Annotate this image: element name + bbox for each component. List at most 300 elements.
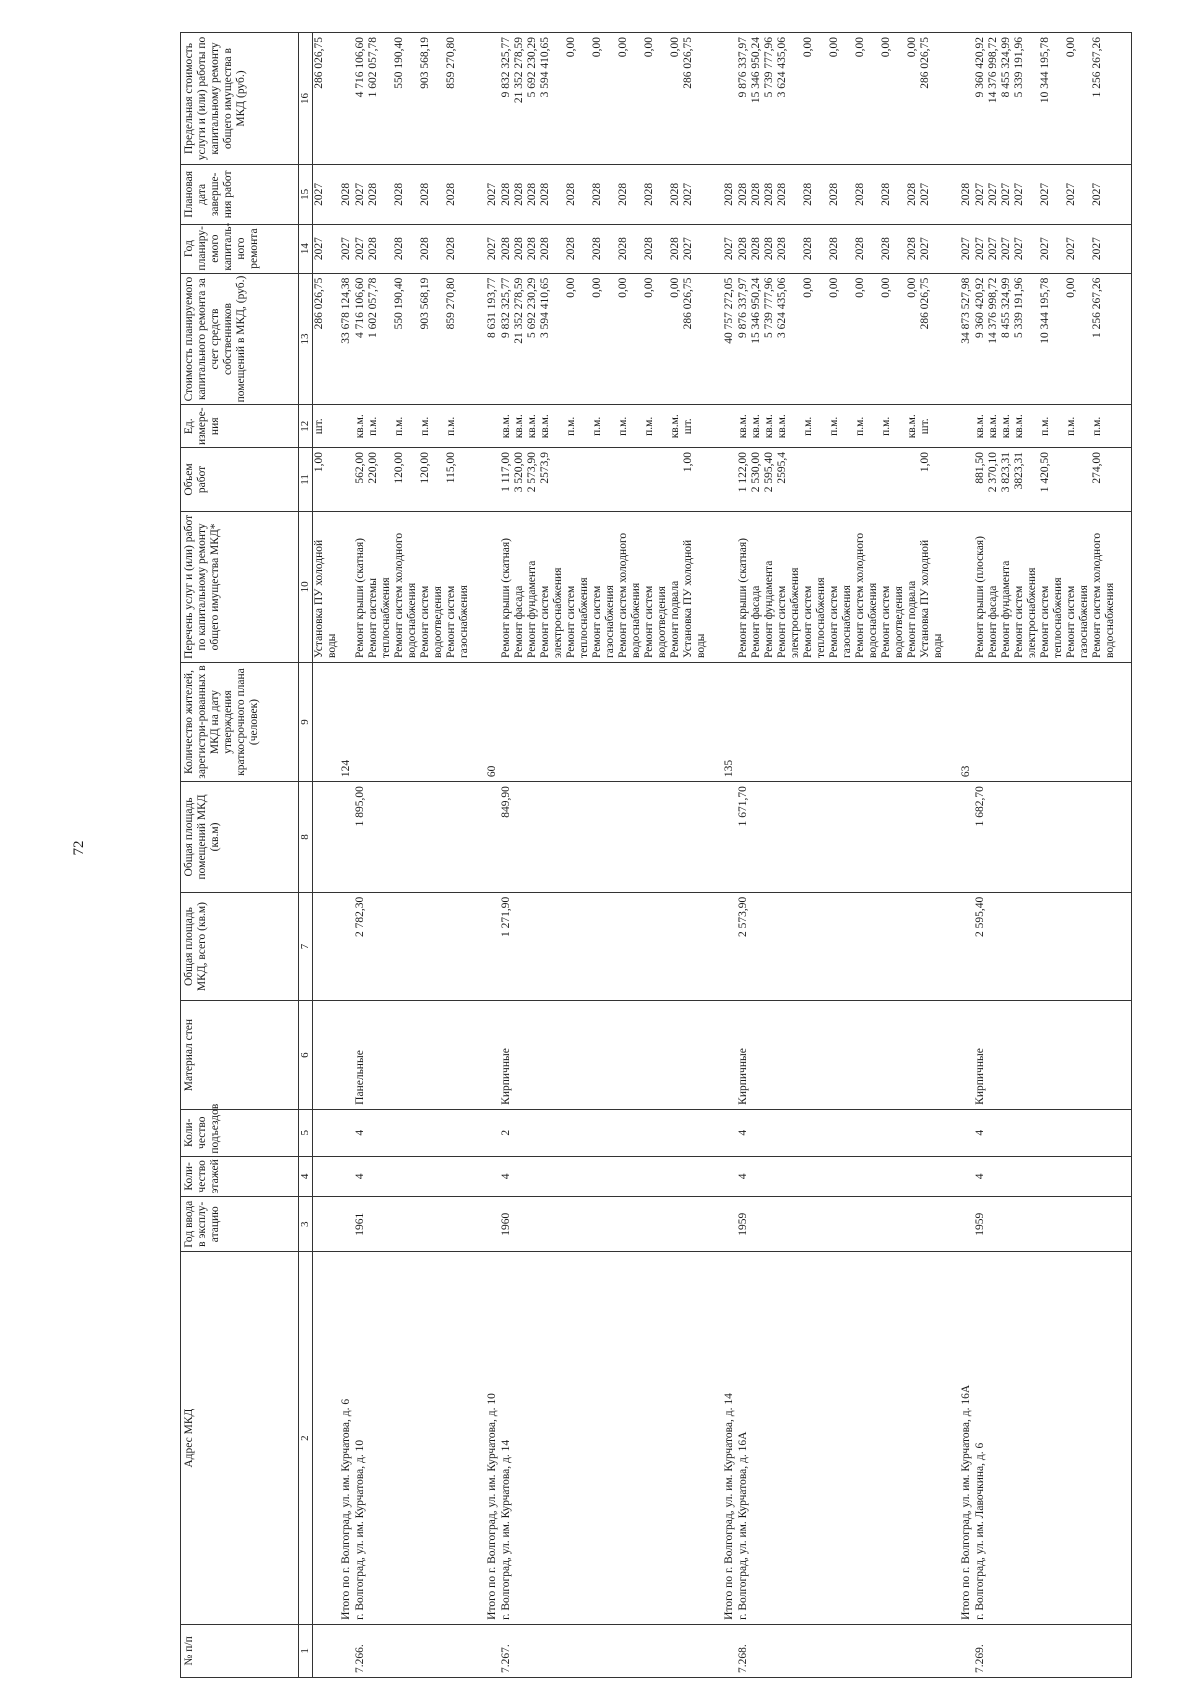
work-volume [906, 452, 919, 507]
work-unit: кв.м. [1000, 414, 1012, 439]
work-max-cost: 286 026,75 [919, 37, 931, 89]
empty-cell [353, 662, 485, 781]
work-volume: 120,00 [419, 452, 431, 484]
total-end-date: 2028 [959, 165, 973, 225]
work-max-cost: 9 360 420,92 [974, 37, 986, 98]
work-end-date: 2028 [737, 182, 749, 206]
work-plan-year: 2027 [974, 237, 986, 261]
building-row [353, 33, 485, 1678]
empty-cell [722, 511, 736, 662]
work-volume [643, 452, 669, 507]
work-end-date: 2028 [419, 182, 431, 206]
work-name-list [499, 511, 722, 662]
work-plan-year: 2027 [987, 237, 999, 261]
work-unit: п.м. [591, 416, 603, 436]
entrance-count: 4 [353, 1109, 485, 1156]
work-plan-year: 2028 [500, 237, 512, 261]
work-end-date: 2027 [974, 182, 986, 206]
empty-cell [959, 1001, 973, 1110]
work-unit: п.м. [802, 416, 814, 436]
work-volume-list [353, 448, 485, 512]
empty-cell [485, 405, 499, 448]
total-area: 1 271,90 [499, 892, 722, 1001]
work-unit: кв.м. [526, 414, 538, 439]
work-plan-year: 2027 [1013, 237, 1025, 261]
work-unit: кв.м. [669, 414, 681, 439]
building-row [499, 33, 722, 1678]
work-plan-year: 2028 [763, 237, 775, 261]
empty-cell [485, 782, 499, 893]
rotated-table-sheet [180, 32, 1200, 1678]
floor-count: 4 [973, 1156, 1132, 1196]
total-label: Итого по г. Волгоград, ул. им. Курчатова, д. 10 [485, 1252, 499, 1624]
work-name: Ремонт систем газоснабжения [591, 585, 616, 658]
commission-year: 1959 [973, 1197, 1132, 1252]
work-name: Ремонт систем электроснабжения [539, 567, 564, 658]
work-name: Ремонт крыши (плоская) [974, 536, 986, 658]
premises-area: 1 682,70 [973, 782, 1132, 893]
empty-cell [959, 1109, 973, 1156]
work-max-cost: 1 602 057,78 [367, 37, 379, 98]
wall-material: Панельные [353, 1001, 485, 1110]
work-name-list [973, 511, 1132, 662]
empty-cell [339, 511, 353, 662]
work-end-date: 2027 [1091, 182, 1103, 206]
work-plan-year: 2027 [1000, 237, 1012, 261]
column-number: 1 [299, 1624, 313, 1677]
empty-cell [722, 892, 736, 1001]
work-plan-year: 2028 [565, 237, 577, 261]
work-max-cost: 5 339 191,96 [1013, 37, 1025, 98]
work-cost: 9 876 337,97 [737, 277, 749, 338]
work-end-date: 2028 [828, 182, 840, 206]
work-max-cost: 0,00 [1065, 37, 1077, 58]
empty-cell [736, 662, 959, 781]
total-end-date: 2028 [339, 165, 353, 225]
work-max-cost: 0,00 [802, 37, 814, 58]
column-number: 12 [299, 405, 313, 448]
column-number: 5 [299, 1109, 313, 1156]
work-name: Ремонт крыши (скатная) [354, 538, 366, 658]
empty-cell [339, 1197, 353, 1252]
empty-cell [722, 1001, 736, 1110]
work-max-cost: 0,00 [854, 37, 866, 58]
work-plan-year: 2027 [1065, 237, 1077, 261]
work-max-cost: 286 026,75 [682, 37, 694, 89]
work-name: Ремонт подвала [906, 580, 918, 658]
work-cost: 3 594 410,65 [539, 277, 551, 338]
empty-cell [722, 1109, 736, 1156]
empty-cell [339, 33, 353, 165]
column-number: 14 [299, 224, 313, 273]
work-name: Ремонт фундамента [763, 560, 775, 658]
work-volume [1065, 452, 1091, 507]
work-unit: кв.м. [763, 414, 775, 439]
work-plan-year: 2027 [682, 237, 694, 261]
work-unit: п.м. [565, 416, 577, 436]
work-name: Ремонт систем холодного водоснабжения [1091, 532, 1116, 658]
work-max-cost: 8 455 324,99 [1000, 37, 1012, 98]
work-end-date: 2028 [393, 182, 405, 206]
work-unit: кв.м. [974, 414, 986, 439]
work-volume-list [973, 448, 1132, 512]
empty-cell [339, 892, 353, 1001]
work-plan-year: 2028 [393, 237, 405, 261]
work-end-date: 2027 [1013, 182, 1025, 206]
premises-area: 1 895,00 [353, 782, 485, 893]
work-max-cost: 286 026,75 [313, 33, 340, 165]
work-cost: 3 624 435,06 [776, 277, 788, 338]
work-unit: кв.м. [539, 414, 551, 439]
entrance-count: 4 [736, 1109, 959, 1156]
work-volume: 3 823,31 [1000, 452, 1012, 493]
work-cost: 21 352 278,59 [513, 277, 525, 344]
work-max-cost: 0,00 [880, 37, 892, 58]
work-volume: 3 520,00 [513, 452, 525, 493]
work-max-cost: 0,00 [565, 37, 577, 58]
work-cost: 0,00 [669, 277, 681, 298]
empty-cell [973, 662, 1132, 781]
work-end-date: 2028 [906, 182, 918, 206]
work-unit: кв.м. [987, 414, 999, 439]
column-number: 6 [299, 1001, 313, 1110]
work-plan-year: 2028 [526, 237, 538, 261]
empty-cell [722, 1624, 736, 1677]
empty-cell [339, 1156, 353, 1196]
header-cell: Год планиру-емого капиталь-ного ремонта [181, 224, 299, 273]
work-volume [802, 452, 828, 507]
work-max-cost: 1 256 267,26 [1091, 37, 1103, 98]
work-max-cost: 3 624 435,06 [776, 37, 788, 98]
work-name: Ремонт систем газоснабжения [1065, 585, 1090, 658]
work-end-date: 2028 [802, 182, 814, 206]
work-end-date: 2028 [500, 182, 512, 206]
work-cost: 9 360 420,92 [974, 277, 986, 338]
table-body [313, 33, 1132, 1678]
header-row [181, 33, 299, 1678]
total-plan-year: 2027 [339, 224, 353, 273]
work-name: Установка ПУ холодной воды [682, 539, 707, 658]
work-end-date: 2027 [1039, 182, 1051, 206]
total-label: Итого по г. Волгоград, ул. им. Курчатова, д. 14 [722, 1252, 736, 1624]
total-plan-year: 2027 [485, 224, 499, 273]
empty-cell [339, 1001, 353, 1110]
work-end-date: 2027 [919, 182, 931, 206]
floor-count: 4 [353, 1156, 485, 1196]
work-end-date: 2028 [750, 182, 762, 206]
work-cost: 859 270,80 [445, 277, 457, 330]
work-cost-list [499, 273, 722, 405]
work-end-date: 2028 [763, 182, 775, 206]
work-name: Ремонт систем электроснабжения [1013, 567, 1038, 658]
work-plan-year: 2028 [750, 237, 762, 261]
work-volume: 1,00 [313, 448, 340, 512]
work-cost: 5 739 777,96 [763, 277, 775, 338]
work-plan-year: 2028 [513, 237, 525, 261]
work-plan-year: 2028 [591, 237, 603, 261]
empty-cell [722, 1197, 736, 1252]
column-number: 3 [299, 1197, 313, 1252]
total-row [722, 33, 736, 1678]
header-cell: Общая площадь МКД, всего (кв.м) [181, 892, 299, 1001]
work-name: Ремонт систем теплоснабжения [565, 577, 590, 658]
empty-cell [339, 782, 353, 893]
work-name: Ремонт крыши (скатная) [500, 538, 512, 658]
work-name: Ремонт систем теплоснабжения [802, 577, 827, 658]
work-unit: п.м. [445, 416, 457, 436]
header-cell: Плановая дата заверше-ния работ [181, 165, 299, 225]
table-row [313, 33, 340, 1678]
work-end-date-list [353, 165, 485, 225]
total-residents: 60 [485, 662, 499, 781]
work-plan-year: 2028 [802, 237, 814, 261]
work-name: Установка ПУ холодной воды [313, 511, 340, 662]
work-cost-list [973, 273, 1132, 405]
building-row [736, 33, 959, 1678]
work-end-date: 2028 [565, 182, 577, 206]
work-unit: п.м. [828, 416, 840, 436]
header-cell: Год ввода в эксплу-атацию [181, 1197, 299, 1252]
work-cost: 0,00 [591, 277, 603, 298]
work-end-date: 2028 [445, 182, 457, 206]
header-cell: Ед. измере-ния [181, 405, 299, 448]
work-plan-year: 2028 [737, 237, 749, 261]
work-max-cost: 0,00 [643, 37, 655, 58]
work-volume: 2 370,10 [987, 452, 999, 493]
work-cost: 286 026,75 [313, 273, 340, 405]
header-cell: Количество жителей, зарегистри-рованных в МКД на дату утверждения краткосрочного плана (человек) [181, 662, 299, 781]
header-cell: Адрес МКД [181, 1252, 299, 1624]
work-volume: 2 530,00 [750, 452, 762, 493]
total-label: Итого по г. Волгоград, ул. им. Курчатова, д. 6 [339, 1252, 353, 1624]
work-name: Ремонт систем водоотведения [643, 585, 668, 658]
work-max-cost: 0,00 [591, 37, 603, 58]
work-unit: шт. [313, 405, 340, 448]
work-volume [617, 452, 643, 507]
work-volume: 2595,4 [776, 452, 788, 484]
work-unit: п.м. [617, 416, 629, 436]
work-name: Ремонт систем холодного водоснабжения [854, 532, 879, 658]
work-cost: 0,00 [1065, 277, 1077, 298]
work-cost: 286 026,75 [682, 277, 694, 330]
work-plan-year: 2028 [367, 237, 379, 261]
empty-cell [959, 782, 973, 893]
work-plan-year: 2028 [776, 237, 788, 261]
column-number: 16 [299, 33, 313, 165]
building-address: г. Волгоград, ул. им. Курчатова, д. 14 [499, 1252, 722, 1624]
work-cost: 0,00 [565, 277, 577, 298]
header-cell: Коли-чество этажей [181, 1156, 299, 1196]
work-plan-year-list [353, 224, 485, 273]
header-cell: Материал стен [181, 1001, 299, 1110]
work-name: Ремонт подвала [669, 580, 681, 658]
work-name: Ремонт системы теплоснабжения [367, 577, 392, 658]
total-end-date: 2027 [485, 165, 499, 225]
work-name: Ремонт систем газоснабжения [445, 585, 470, 658]
work-volume: 120,00 [393, 452, 405, 484]
work-plan-year: 2027 [1039, 237, 1051, 261]
empty-cell [485, 1197, 499, 1252]
work-cost-list [736, 273, 959, 405]
floor-count: 4 [736, 1156, 959, 1196]
work-end-date: 2027 [1065, 182, 1077, 206]
work-cost-list [353, 273, 485, 405]
work-end-date-list [736, 165, 959, 225]
work-name: Ремонт фасада [750, 585, 762, 658]
work-name: Установка ПУ холодной воды [919, 539, 944, 658]
work-max-cost: 9 832 325,77 [500, 37, 512, 98]
work-name: Ремонт крыши (скатная) [737, 538, 749, 658]
work-name-list [353, 511, 485, 662]
work-end-date: 2028 [513, 182, 525, 206]
work-end-date-list [499, 165, 722, 225]
work-end-date-list [973, 165, 1132, 225]
work-max-cost: 0,00 [669, 37, 681, 58]
capital-repair-plan-table [180, 32, 1132, 1678]
work-volume [565, 452, 591, 507]
work-unit: п.м. [393, 416, 405, 436]
work-max-cost: 14 376 998,72 [987, 37, 999, 104]
work-max-cost: 903 568,19 [419, 37, 431, 89]
column-number-row [299, 33, 313, 1678]
work-cost: 0,00 [906, 277, 918, 298]
work-unit: п.м. [643, 416, 655, 436]
work-cost: 550 190,40 [393, 277, 405, 330]
empty-cell [959, 1197, 973, 1252]
work-unit-list [353, 405, 485, 448]
work-cost: 0,00 [617, 277, 629, 298]
work-cost: 286 026,75 [919, 277, 931, 330]
work-end-date: 2028 [643, 182, 655, 206]
empty-cell [722, 448, 736, 512]
empty-cell [339, 1624, 353, 1677]
work-cost: 0,00 [643, 277, 655, 298]
work-volume [828, 452, 854, 507]
work-cost: 14 376 998,72 [987, 277, 999, 344]
empty-cell [722, 33, 736, 165]
floor-count: 4 [499, 1156, 722, 1196]
total-residents: 124 [339, 662, 353, 781]
premises-area: 849,90 [499, 782, 722, 893]
work-end-date: 2027 [313, 165, 340, 225]
work-max-cost: 550 190,40 [393, 37, 405, 89]
work-max-cost: 21 352 278,59 [513, 37, 525, 104]
header-cell: Коли-чество подъездов [181, 1109, 299, 1156]
work-max-cost: 10 344 195,78 [1039, 37, 1051, 104]
work-volume [880, 452, 906, 507]
work-plan-year: 2028 [643, 237, 655, 261]
work-unit: кв.м. [737, 414, 749, 439]
row-number: 7.266. [353, 1624, 485, 1677]
work-unit: кв.м. [906, 414, 918, 439]
empty-cell [959, 1624, 973, 1677]
header-cell: Перечень услуг и (или) работ по капитальному ремонту общего имущества МКД* [181, 511, 299, 662]
work-plan-year-list [736, 224, 959, 273]
work-unit: п.м. [419, 416, 431, 436]
work-cost: 8 455 324,99 [1000, 277, 1012, 338]
entrance-count: 4 [973, 1109, 1132, 1156]
work-name: Ремонт фундамента [1000, 560, 1012, 658]
total-end-date: 2028 [722, 165, 736, 225]
work-name: Ремонт фасада [513, 585, 525, 658]
work-unit: кв.м. [354, 414, 366, 439]
work-volume [854, 452, 880, 507]
work-end-date: 2028 [776, 182, 788, 206]
work-volume-list [736, 448, 959, 512]
column-number: 9 [299, 662, 313, 781]
wall-material: Кирпичные [499, 1001, 722, 1110]
work-volume: 2 573,90 [526, 452, 538, 493]
header-cell: Общая площадь помещений МКД (кв.м) [181, 782, 299, 893]
page-number: 72 [71, 840, 87, 856]
work-plan-year: 2028 [419, 237, 431, 261]
total-label: Итого по г. Волгоград, ул. им. Курчатова, д. 16А [959, 1252, 973, 1624]
work-cost: 1 256 267,26 [1091, 277, 1103, 338]
total-plan-year: 2027 [722, 224, 736, 273]
empty-cell [499, 662, 722, 781]
work-name: Ремонт систем водоотведения [419, 585, 444, 658]
work-unit: п.м. [1065, 416, 1077, 436]
work-cost: 10 344 195,78 [1039, 277, 1051, 344]
work-plan-year-list [499, 224, 722, 273]
work-unit: п.м. [854, 416, 866, 436]
work-end-date: 2027 [1000, 182, 1012, 206]
work-volume: 2573,9 [539, 452, 551, 484]
work-volume: 1,00 [682, 452, 694, 473]
total-area: 2 573,90 [736, 892, 959, 1001]
work-cost: 9 832 325,77 [500, 277, 512, 338]
work-name: Ремонт систем электроснабжения [776, 567, 801, 658]
empty-cell [485, 1156, 499, 1196]
work-cost: 0,00 [880, 277, 892, 298]
empty-cell [959, 511, 973, 662]
work-volume: 3823,31 [1013, 452, 1025, 490]
empty-cell [722, 782, 736, 893]
work-max-cost-list [353, 33, 485, 165]
work-cost: 0,00 [828, 277, 840, 298]
header-cell: Объем работ [181, 448, 299, 512]
empty-cell [485, 33, 499, 165]
total-cost: 8 631 193,77 [485, 273, 499, 405]
work-end-date: 2027 [354, 182, 366, 206]
empty-cell [959, 405, 973, 448]
work-name: Ремонт фасада [987, 585, 999, 658]
empty-cell [485, 511, 499, 662]
total-row [339, 33, 353, 1678]
work-max-cost: 3 594 410,65 [539, 37, 551, 98]
work-cost: 0,00 [854, 277, 866, 298]
empty-cell [339, 1109, 353, 1156]
total-cost: 40 757 272,05 [722, 273, 736, 405]
work-name: Ремонт систем водоотведения [880, 585, 905, 658]
column-number: 11 [299, 448, 313, 512]
work-plan-year: 2027 [354, 237, 366, 261]
total-residents: 63 [959, 662, 973, 781]
work-volume: 1 117,00 [500, 452, 512, 492]
total-plan-year: 2027 [959, 224, 973, 273]
work-name: Ремонт систем холодного водоснабжения [617, 532, 642, 658]
work-plan-year: 2028 [906, 237, 918, 261]
column-number: 15 [299, 165, 313, 225]
work-max-cost: 859 270,80 [445, 37, 457, 89]
work-unit-list [736, 405, 959, 448]
work-plan-year: 2028 [617, 237, 629, 261]
total-area: 2 782,30 [353, 892, 485, 1001]
column-number: 7 [299, 892, 313, 1001]
work-unit: кв.м. [500, 414, 512, 439]
work-plan-year: 2028 [828, 237, 840, 261]
work-end-date: 2028 [617, 182, 629, 206]
